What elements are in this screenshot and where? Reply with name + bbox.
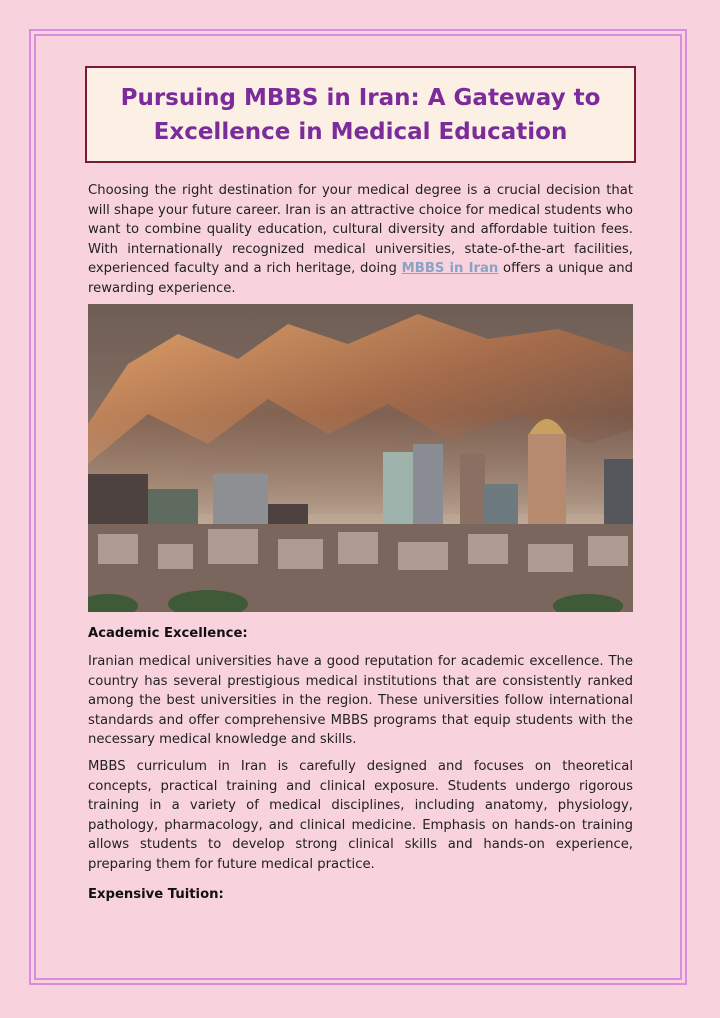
- section-heading-expensive-tuition: Expensive Tuition:: [88, 887, 224, 902]
- section-paragraph: Iranian medical universities have a good reputation for academic excellence. The country has several prestigious medical institutions that are consistently ranked among the best universities in the region. These universities follow international standards and offer comprehensive MBBS programs that equip students with the necessary medical knowledge and skills.: [88, 654, 633, 748]
- section-heading-academic-excellence: Academic Excellence:: [88, 626, 248, 641]
- intro-text-end: offers a unique and rewarding experience.: [88, 261, 633, 296]
- page-title: Pursuing MBBS in Iran: A Gateway to Excellence in Medical Education: [120, 84, 601, 145]
- intro-paragraph: [88, 181, 633, 299]
- skyline-illustration: [88, 304, 633, 612]
- intro-text: Choosing the right destination for your medical degree is a crucial decision that will shape your future career. Iran is an attractive choice for medical students who want to combine quality education, cultural diversity and affordable tuition fees. With internationally recognized medical universities, state-of-the-art facilities, experienced faculty and a rich heritage, doing: [88, 183, 633, 277]
- tehran-skyline-image: [88, 304, 633, 612]
- mbbs-in-iran-link[interactable]: MBBS in Iran: [401, 261, 499, 277]
- title-box: [85, 66, 636, 163]
- section-paragraph: MBBS curriculum in Iran is carefully designed and focuses on theoretical concepts, practical training and clinical exposure. Students undergo rigorous training in a variety of medical disciplines, including anatomy, physiology, pathology, pharmacology, and clinical medicine. Emphasis on hands-on training allows students to develop strong clinical skills and hands-on experience, preparing them for future medical practice.: [88, 759, 633, 872]
